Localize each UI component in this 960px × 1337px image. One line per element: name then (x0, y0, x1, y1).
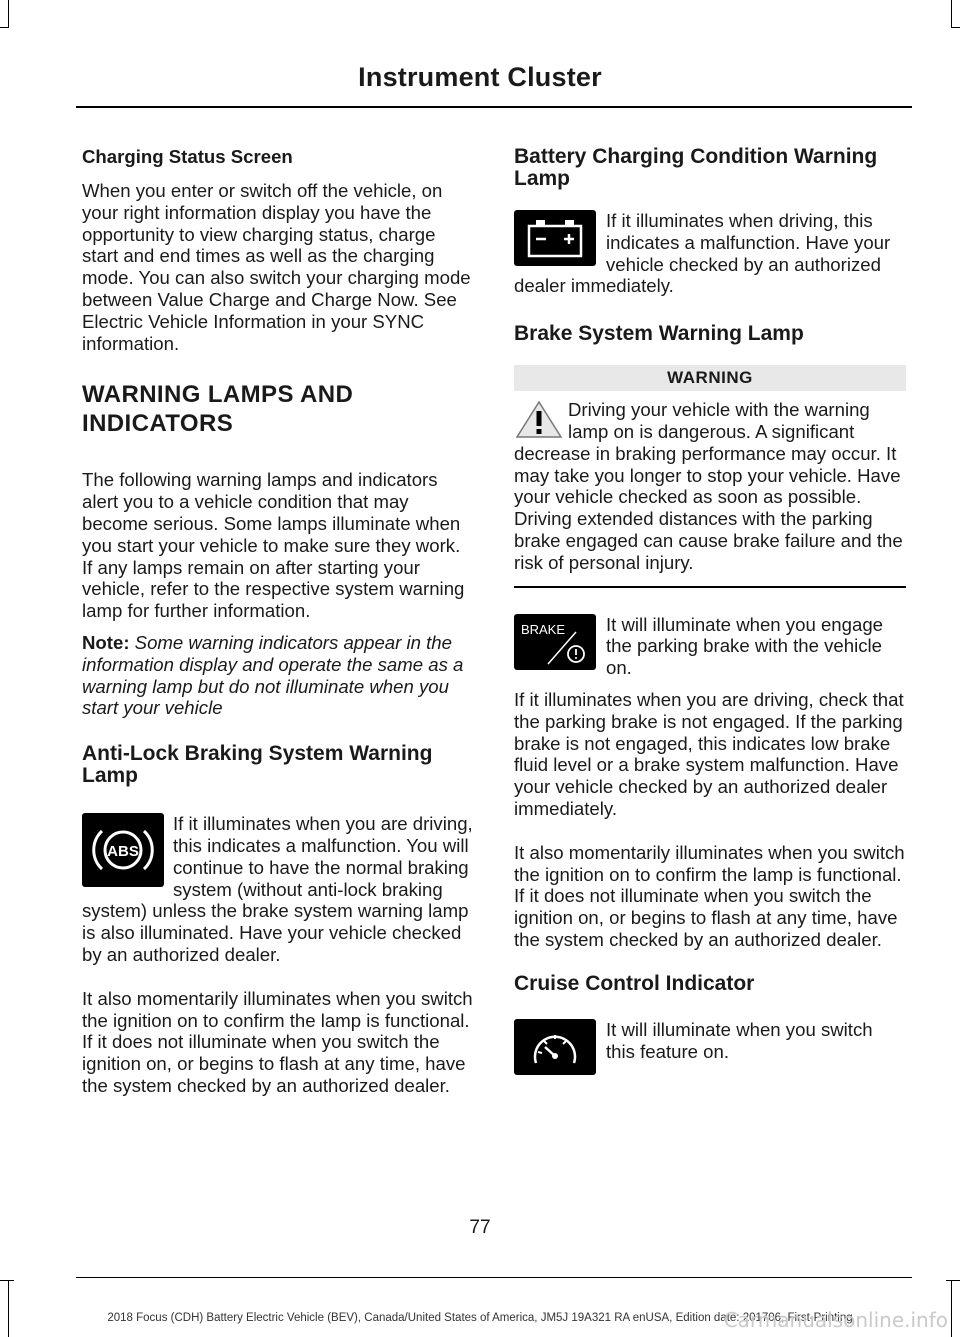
abs-heading: Anti-Lock Braking System Warning Lamp (82, 742, 433, 788)
warning-triangle-icon (514, 399, 564, 439)
intro-body: The following warning lamps and indicators alert you to a vehicle condition that may become serious. Some lamps illuminate when you start your vehicle to make sure they work. If any lamps remain on after starting your vehicle, refer to the respective system warning lamp for further information. (82, 469, 465, 622)
note-body: Some warning indicators appear in the information display and operate the same as a warning lamp but do not illuminate when you start your vehicle (82, 631, 464, 719)
left-column (82, 146, 475, 1097)
battery-body: If it illuminates when driving, this indicates a malfunction. Have your vehicle checked by an authorized dealer immediately. (514, 210, 891, 297)
crop-mark (8, 1280, 9, 1337)
right-column (514, 146, 906, 1079)
brake-heading: Brake System Warning Lamp (514, 322, 804, 346)
abs-icon-text: ABS (107, 843, 139, 861)
crop-mark (951, 1280, 952, 1337)
crop-mark (0, 1280, 14, 1281)
footer-divider (76, 1277, 912, 1278)
section-title-line-1: WARNING LAMPS AND (82, 381, 354, 409)
abs-body-2: It also momentarily illuminates when you switch the ignition on to confirm the lamp is functional. If it does not illuminate when you switch the ignition on, or begins to flash at any time, have the system checked by an authorized dealer. (82, 987, 473, 1096)
crop-mark (946, 1280, 960, 1281)
crop-mark (951, 0, 952, 28)
note-label: Note: (82, 631, 130, 653)
crop-mark (8, 0, 9, 28)
battery-warning-icon (514, 210, 596, 266)
brake-body-3: It also momentarily illuminates when you switch the ignition on to confirm the lamp is functional. If it does not illuminate when you switch the ignition on, or begins to flash at any time, have the system checked by an authorized dealer. (514, 841, 905, 950)
section-title-line-2: INDICATORS (82, 410, 234, 438)
brake-body-1: It will illuminate when you engage the parking brake with the vehicle on. (606, 613, 883, 679)
battery-heading: Battery Charging Condition Warning Lamp (514, 145, 878, 190)
brake-body-2: If it illuminates when you are driving, check that the parking brake is not engaged. If the parking brake is not engaged, this indicates low brake fluid level or a brake system malfunction. Have your vehicle checked by an authorized dealer immediately. (514, 688, 904, 819)
brake-warning-icon (514, 614, 596, 670)
abs-body: If it illuminates when you are driving, this indicates a malfunction. You will continue to have the normal braking system (without anti-lock braking system) unless the brake system warning lamp is also illuminated. Have your vehicle checked by an authorized dealer. (82, 813, 473, 965)
abs-warning-icon (82, 813, 164, 887)
cruise-control-icon (514, 1019, 596, 1075)
page-header-title: Instrument Cluster (358, 62, 602, 92)
crop-mark (0, 27, 9, 28)
edition-footer: 2018 Focus (CDH) Battery Electric Vehicle (BEV), Canada/United States of America, JM5J 19A321 RA enUSA, Edition date: 201706, First-Printing (107, 1312, 853, 1324)
page-number: 77 (469, 1217, 491, 1238)
cruise-body: It will illuminate when you switch this feature on. (606, 1018, 873, 1062)
cruise-heading: Cruise Control Indicator (514, 971, 755, 995)
charging-status-heading: Charging Status Screen (82, 146, 293, 167)
crop-mark (951, 27, 960, 28)
note-paragraph (82, 632, 475, 719)
watermark-logo: Carmanualsonline.info (723, 1308, 948, 1332)
warning-body: Driving your vehicle with the warning lamp on is dangerous. A significant decrease in braking performance may occur. It may take you longer to stop your vehicle. Have your vehicle checked as soon as possible. Driving extended distances with the parking brake engaged can cause brake failure and the risk of personal injury. (514, 399, 903, 573)
charging-status-body: When you enter or switch off the vehicle, on your right information display you have the opportunity to view charging status, charge start and end times as well as the charging mode. You can also switch your charging mode between Value Charge and Charge Now. See Electric Vehicle Information in your SYNC information. (82, 180, 471, 354)
brake-icon-text: BRAKE (520, 621, 566, 637)
header-divider (76, 106, 912, 108)
warning-band: WARNING (514, 365, 906, 391)
